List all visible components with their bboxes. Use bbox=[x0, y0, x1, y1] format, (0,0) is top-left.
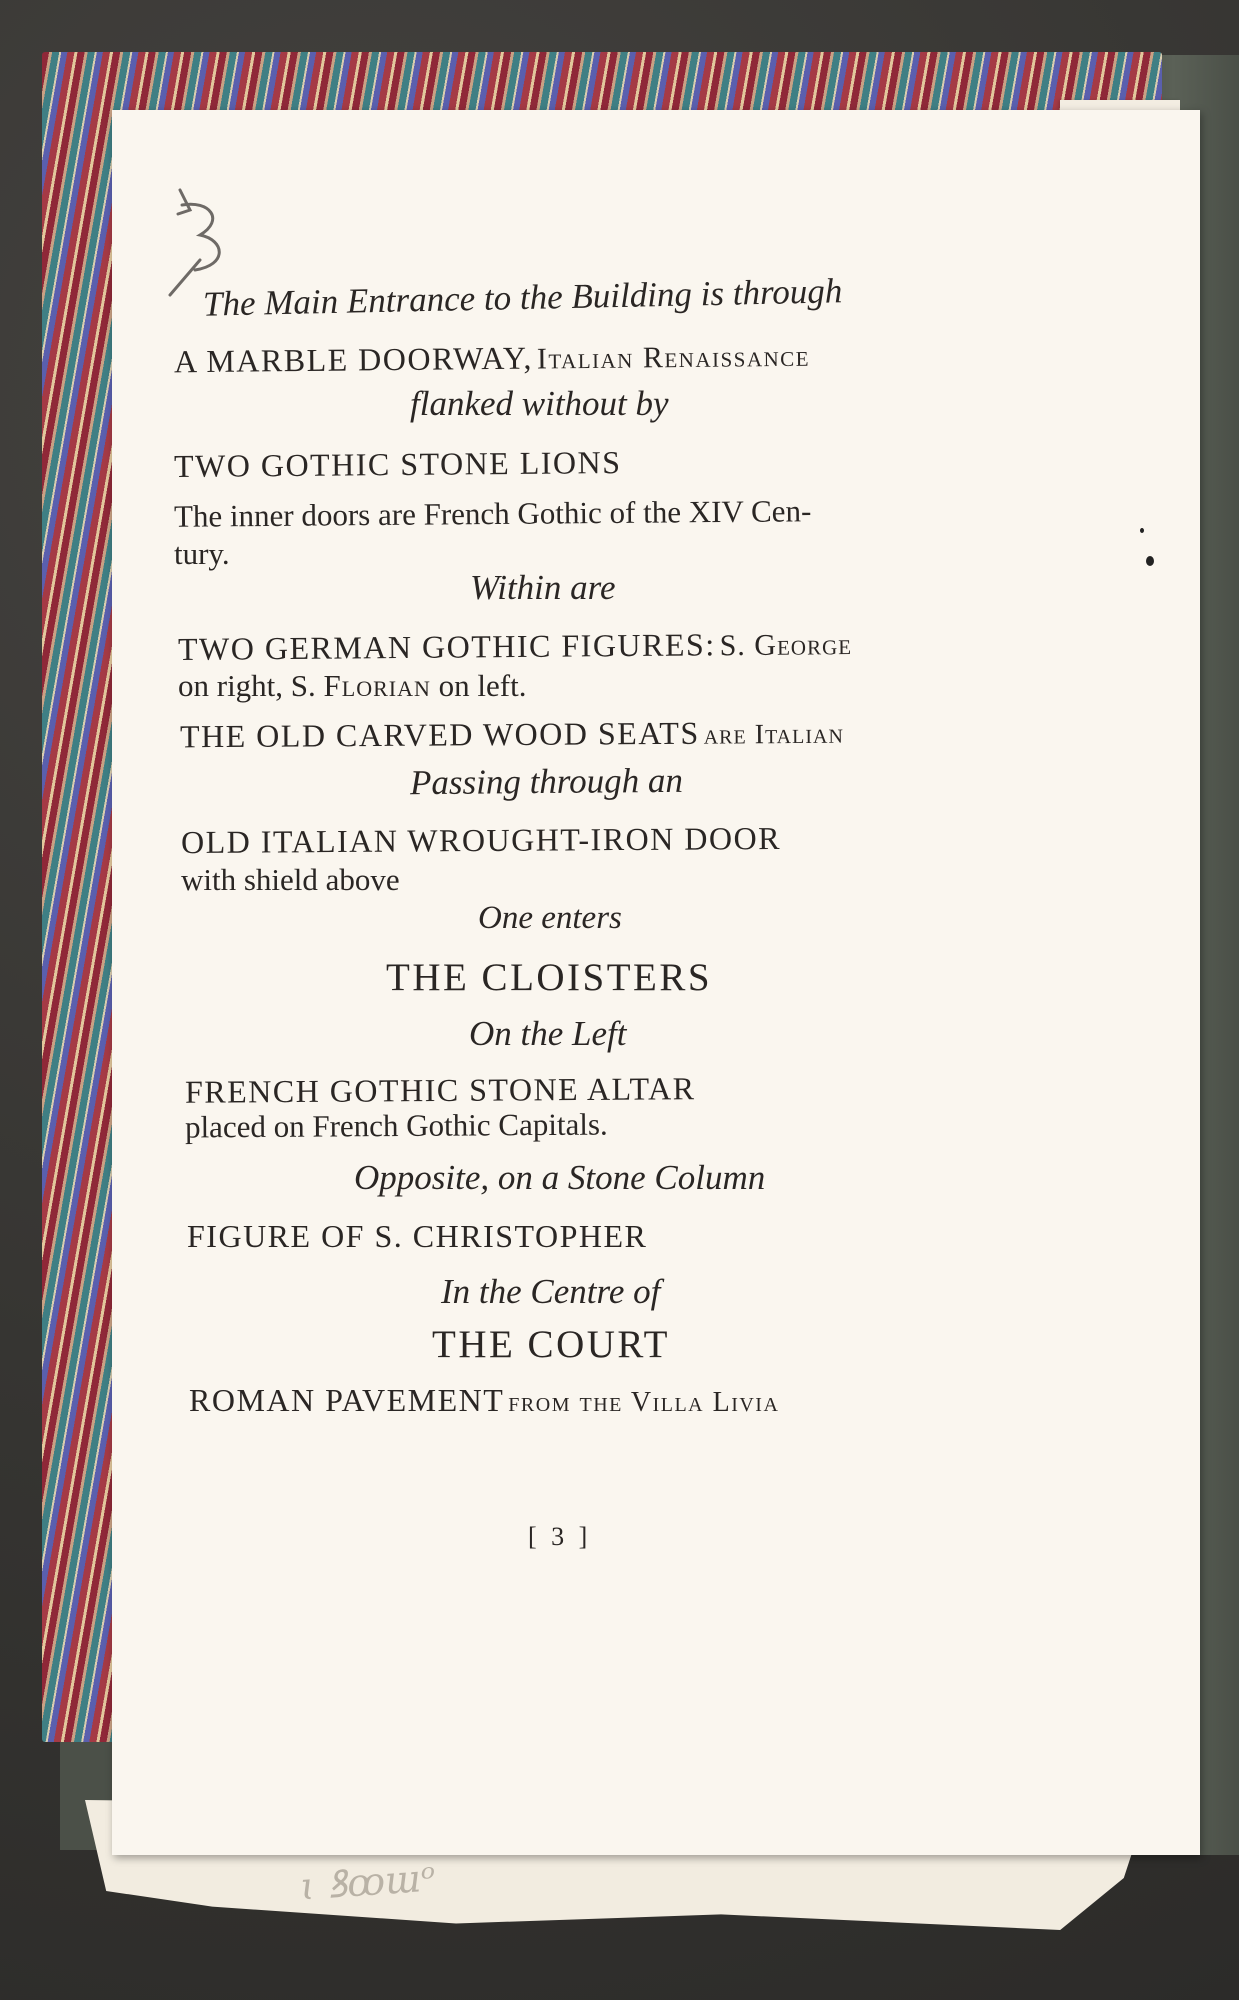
flanked-without-line: flanked without by bbox=[410, 384, 669, 423]
shield-above-line: with shield above bbox=[181, 862, 400, 897]
wood-seats-heading: THE OLD CARVED WOOD SEATS bbox=[179, 714, 700, 755]
roman-pavement-heading: ROMAN PAVEMENT bbox=[189, 1382, 505, 1418]
within-are-line: Within are bbox=[470, 568, 616, 607]
are-italian-label: are Italian bbox=[703, 718, 844, 751]
inner-doors-line: The inner doors are French Gothic of the XIV Cen- bbox=[173, 493, 812, 534]
centre-of-line: In the Centre of bbox=[441, 1272, 661, 1311]
gothic-lions-heading: TWO GOTHIC STONE LIONS bbox=[173, 444, 622, 484]
german-figures-line bbox=[178, 625, 852, 668]
court-heading: THE COURT bbox=[432, 1323, 670, 1366]
entrance-intro-line: The Main Entrance to the Building is through bbox=[202, 271, 843, 324]
s-florian-label: Florian bbox=[323, 668, 431, 703]
passing-through-line: Passing through an bbox=[409, 760, 684, 803]
faint-pencil-scribble: ɩ ꝸꝏɯᵒ bbox=[298, 1855, 438, 1909]
page-number: [ 3 ] bbox=[528, 1522, 592, 1551]
stone-altar-heading: FRENCH GOTHIC STONE ALTAR bbox=[184, 1070, 696, 1110]
s-christopher-heading: FIGURE OF S. CHRISTOPHER bbox=[187, 1218, 648, 1254]
ink-speck bbox=[1140, 528, 1144, 533]
marble-doorway-heading: A MARBLE DOORWAY, bbox=[173, 339, 534, 380]
marble-doorway-line bbox=[174, 337, 810, 381]
cloisters-heading: THE CLOISTERS bbox=[386, 956, 713, 999]
wood-seats-line bbox=[180, 714, 844, 756]
wrought-iron-door-heading: OLD ITALIAN WROUGHT-IRON DOOR bbox=[180, 819, 782, 861]
opposite-column-line: Opposite, on a Stone Column bbox=[354, 1158, 766, 1197]
s-george-label: S. George bbox=[719, 628, 853, 663]
on-the-left-line: On the Left bbox=[469, 1014, 627, 1053]
on-left-text: on left. bbox=[438, 668, 527, 703]
roman-pavement-line bbox=[189, 1382, 779, 1419]
one-enters-line: One enters bbox=[478, 900, 622, 936]
villa-livia-label: from the Villa Livia bbox=[508, 1387, 780, 1418]
italian-renaissance-label: Italian Renaissance bbox=[536, 339, 811, 376]
german-figures-heading: TWO GERMAN GOTHIC FIGURES: bbox=[177, 626, 716, 667]
figures-position-line bbox=[178, 668, 526, 704]
ink-speck bbox=[1146, 556, 1154, 566]
on-right-text: on right, S. bbox=[178, 668, 316, 703]
capitals-line: placed on French Gothic Capitals. bbox=[184, 1106, 608, 1145]
inner-doors-line-2: tury. bbox=[174, 536, 230, 571]
